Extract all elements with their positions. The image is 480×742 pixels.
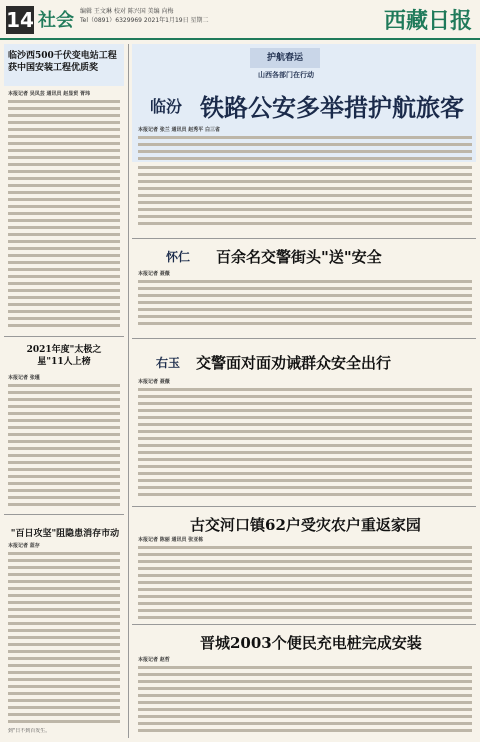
s3-title: 交警面对面劝诫群众安全出行 (196, 354, 392, 372)
s2-body (138, 280, 472, 334)
section-name: 社会 (38, 10, 74, 31)
left-divider-1 (4, 336, 124, 337)
s4-body (138, 546, 472, 622)
s3-byline: 本报记者 聂薇 (138, 379, 170, 385)
main-body (138, 166, 472, 230)
left-article2-byline: 本报记者 张瑾 (8, 375, 40, 381)
s4-byline: 本报记者 陈丽 通讯员 张亚栋 (138, 537, 204, 543)
s2-title: 百余名交警街头"送"安全 (216, 248, 382, 266)
main-body-top (138, 136, 472, 162)
s5-body (138, 666, 472, 736)
divider-s5 (132, 624, 476, 625)
left-article3-body (8, 552, 120, 728)
left-article1-body (8, 100, 120, 332)
page-header (0, 0, 480, 40)
meta-editors: 编辑 王文琳 校对 陈兴国 美编 向梅 (80, 8, 174, 15)
left-divider-2 (4, 514, 124, 515)
masthead: 西藏日报 (383, 8, 472, 34)
s3-prefix: 右玉 (156, 356, 181, 370)
left-article2-body (8, 384, 120, 510)
left-article2-title: 2021年度"太极之星"11人上榜 (26, 345, 102, 367)
main-title: 铁路公安多举措护航旅客 (200, 93, 464, 122)
header-meta (80, 7, 209, 25)
left-article1-byline: 本报记者 吴凤芸 通讯员 赵显贸 胥玮 (8, 91, 90, 97)
left-article3-tail: 到"日不到百发生。 (8, 728, 51, 734)
left-article3-title: "百日攻坚"阻隐患消存市动 (10, 529, 120, 539)
left-article3-byline: 本报记者 蓝存 (8, 543, 40, 549)
s5-byline: 本报记者 赵哲 (138, 657, 170, 663)
page-number: 14 (6, 8, 34, 32)
main-byline: 本报记者 张兰 通讯员 赵秀平 白三省 (138, 127, 220, 133)
divider-s2 (132, 238, 476, 239)
s3-body (138, 388, 472, 502)
column-rule (128, 44, 129, 738)
main-prefix: 临汾 (150, 97, 183, 116)
s2-prefix: 怀仁 (166, 250, 191, 264)
s4-title: 古交河口镇62户受灾农户重返家园 (190, 516, 421, 534)
kicker-badge: 护航春运 (250, 48, 320, 68)
left-article1-title: 临沙西500千伏变电站工程获中国安装工程优质奖 (8, 51, 117, 73)
s2-byline: 本报记者 聂薇 (138, 271, 170, 277)
meta-date: Tel（0891）6329969 2021年1月19日 星期二 (80, 17, 209, 24)
s5-title: 晋城2003个便民充电桩完成安装 (200, 634, 422, 652)
kicker-sub: 山西各部门在行动 (258, 70, 314, 79)
divider-s4 (132, 506, 476, 507)
divider-s3 (132, 338, 476, 339)
